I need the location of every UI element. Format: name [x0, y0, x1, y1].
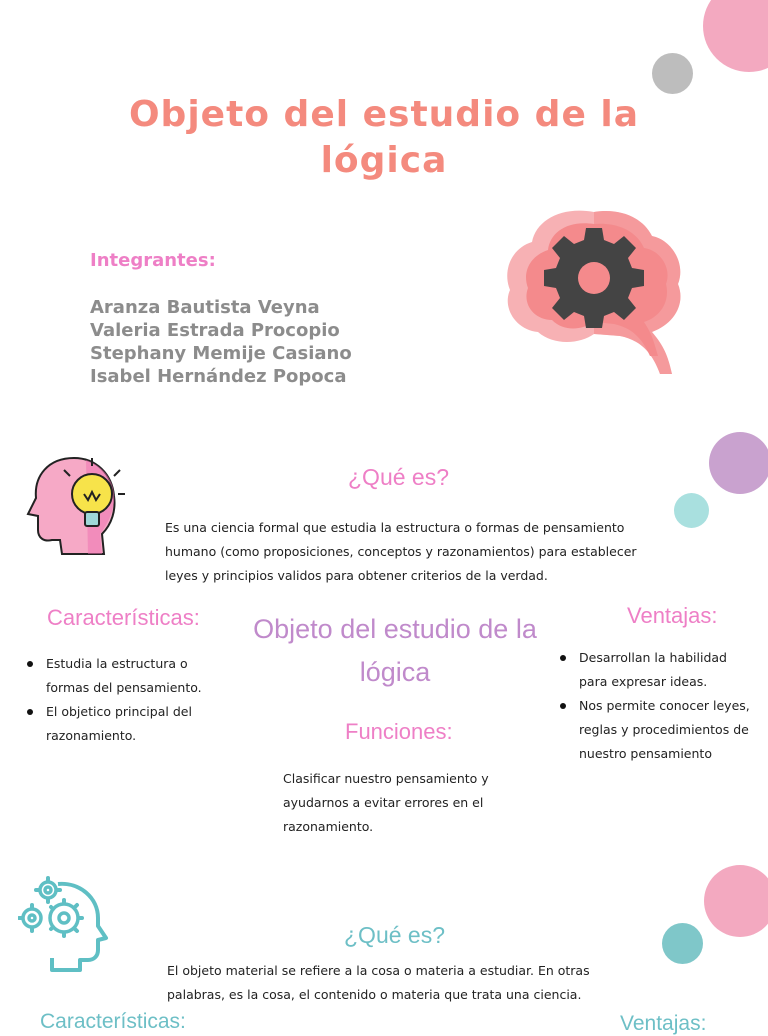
center-title: Objeto del estudio de la lógica — [253, 614, 537, 687]
what-is-heading: ¿Qué es? — [348, 464, 449, 490]
what-is-text: Es una ciencia formal que estudia la estructura o formas de pensamiento humano (como proposiciones, conceptos y razonamientos) para establecer leyes y principios validos para obtener criterios de la verdad. — [165, 520, 637, 583]
functions-text: Clasificar nuestro pensamiento y ayudarnos a evitar errores en el razonamiento. — [283, 771, 489, 834]
material-what-is-heading: ¿Qué es? — [344, 922, 445, 948]
functions-heading: Funciones: — [345, 719, 453, 744]
head-lightbulb-icon — [26, 454, 126, 556]
advantages-list — [557, 646, 757, 766]
material-what-is-text: El objeto material se refiere a la cosa o materia a estudiar. En otras palabras, es la cosa, el contenido o materia que trata una ciencia. — [167, 963, 590, 1002]
head-gears-icon — [18, 876, 110, 972]
decor-circle-lilac — [709, 432, 768, 494]
decor-circle-pink — [703, 0, 768, 72]
material-characteristics-heading: Características: — [40, 1010, 186, 1033]
decor-circle-teal — [662, 923, 703, 964]
members-list — [90, 296, 352, 388]
decor-circle-gray — [652, 53, 693, 94]
list-item: El objetico principal del razonamiento. — [24, 700, 214, 748]
decor-circle-pink-2 — [704, 865, 768, 937]
decor-circle-mint — [674, 493, 709, 528]
member-name: Valeria Estrada Procopio — [90, 320, 340, 341]
members-label: Integrantes: — [90, 250, 216, 271]
characteristics-list — [24, 652, 214, 748]
list-item: Desarrollan la habilidad para expresar ideas. — [557, 646, 757, 694]
list-item: Nos permite conocer leyes, reglas y procedimientos de nuestro pensamiento — [557, 694, 757, 766]
page-title: Objeto del estudio de la lógica — [128, 94, 640, 181]
member-name: Isabel Hernández Popoca — [90, 366, 347, 387]
characteristics-heading: Características: — [47, 605, 200, 630]
brain-gear-icon — [502, 206, 684, 378]
member-name: Stephany Memije Casiano — [90, 343, 352, 364]
advantages-heading: Ventajas: — [627, 603, 718, 628]
list-item: Estudia la estructura o formas del pensamiento. — [24, 652, 214, 700]
material-advantages-heading: Ventajas: — [620, 1012, 707, 1035]
member-name: Aranza Bautista Veyna — [90, 297, 320, 318]
